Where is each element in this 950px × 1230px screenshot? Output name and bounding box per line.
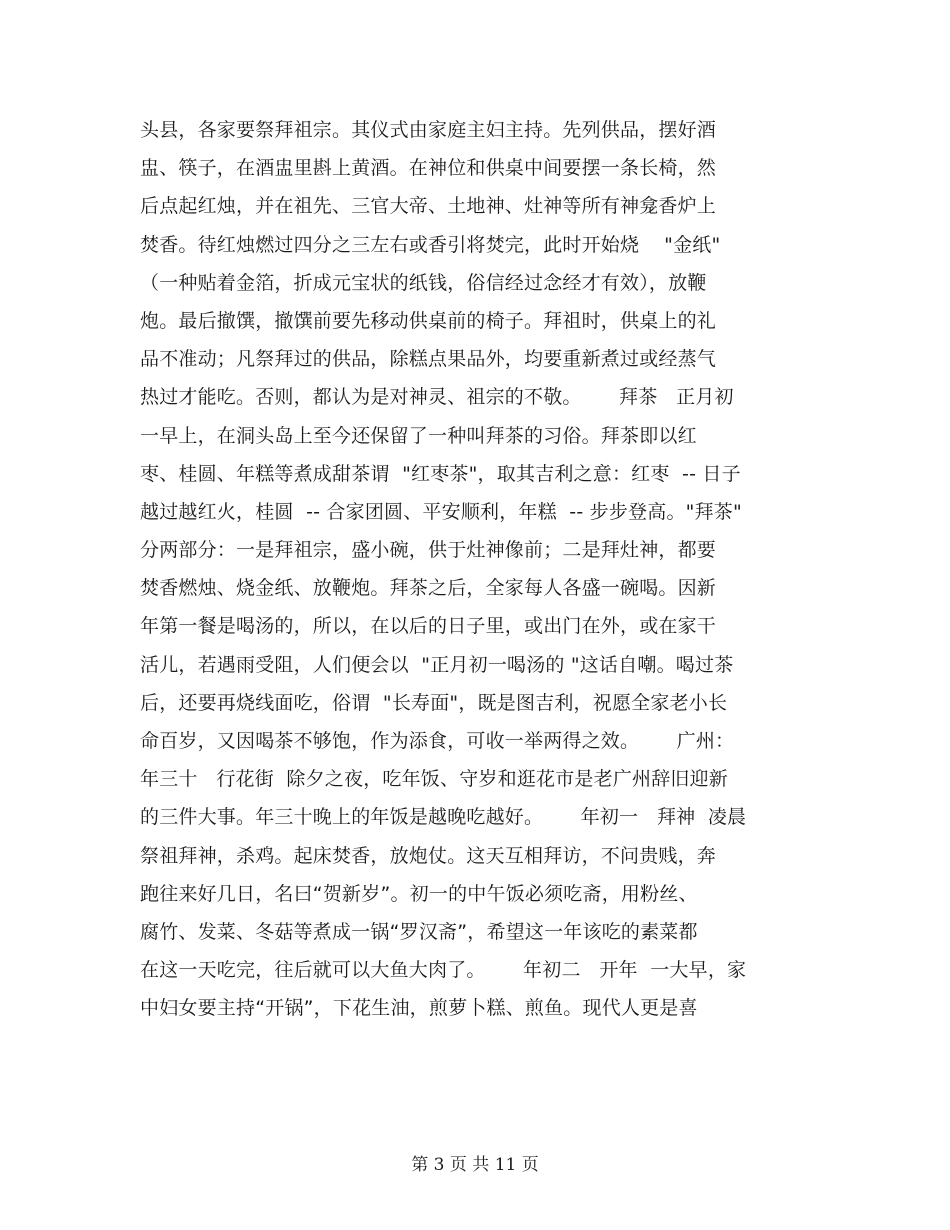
text-line: （一种贴着金箔，折成元宝状的纸钱，俗信经过念经才有效），放鞭 xyxy=(140,271,707,294)
text-line: 一早上，在洞头岛上至今还保留了一种叫拜茶的习俗。拜茶即以红 xyxy=(140,424,697,447)
text-line: 后点起红烛，并在祖先、三官大帝、土地神、灶神等所有神龛香炉上 xyxy=(140,195,717,218)
text-line: 后，还要再烧线面吃，俗谓 "长寿面"，既是图吉利，祝愿全家老小长 xyxy=(140,691,728,714)
text-line: 年三十 行花街 除夕之夜，吃年饭、守岁和逛花市是老广州辞旧迎新 xyxy=(140,768,728,791)
text-line: 活儿，若遇雨受阻，人们便会以 "正月初一喝汤的 "这话自嘲。喝过茶 xyxy=(140,653,734,676)
text-line: 祭祖拜神，杀鸡。起床焚香，放炮仗。这天互相拜访，不问贵贱，奔 xyxy=(140,844,717,867)
text-line: 盅、筷子，在酒盅里斟上黄酒。在神位和供桌中间要摆一条长椅，然 xyxy=(140,157,717,180)
text-line: 腐竹、发菜、冬菇等煮成一锅“罗汉斋”，希望这一年该吃的素菜都 xyxy=(140,920,698,943)
text-line: 中妇女要主持“开锅”，下花生油，煎萝卜糕、煎鱼。现代人更是喜 xyxy=(140,997,698,1020)
text-line: 年第一餐是喝汤的，所以，在以后的日子里，或出门在外，或在家干 xyxy=(140,615,717,638)
text-line: 焚香。待红烛燃过四分之三左右或香引将焚完，此时开始烧 "金纸" xyxy=(140,233,721,256)
text-line: 炮。最后撤馔，撤馔前要先移动供桌前的椅子。拜祖时，供桌上的礼 xyxy=(140,309,717,332)
text-line: 跑往来好几日，名曰“贺新岁”。初一的中午饭必须吃斋，用粉丝、 xyxy=(140,882,698,905)
text-line: 的三件大事。年三十晚上的年饭是越晚吃越好。 年初一 拜神 凌晨 xyxy=(140,806,747,829)
text-line: 命百岁，又因喝茶不够饱，作为添食，可收一举两得之效。 广州： xyxy=(140,730,735,752)
body-text xyxy=(140,111,820,1028)
text-line: 分两部分：一是拜祖宗，盛小碗，供于灶神像前；二是拜灶神，都要 xyxy=(140,539,717,562)
text-line: 枣、桂圆、年糕等煮成甜茶谓 "红枣茶"，取其吉利之意：红枣 -- 日子 xyxy=(140,462,741,485)
text-line: 焚香燃烛、烧金纸、放鞭炮。拜茶之后，全家每人各盛一碗喝。因新 xyxy=(140,577,717,600)
text-line: 热过才能吃。否则，都认为是对神灵、祖宗的不敬。 拜茶 正月初 xyxy=(140,386,734,409)
text-line: 在这一天吃完，往后就可以大鱼大肉了。 年初二 开年 一大早，家 xyxy=(140,959,747,982)
text-line: 头县，各家要祭拜祖宗。其仪式由家庭主妇主持。先列供品，摆好酒 xyxy=(140,119,717,141)
text-line: 越过越红火，桂圆 -- 合家团圆、平安顺利，年糕 -- 步步登高。"拜茶" xyxy=(140,500,742,523)
page-footer: 第 3 页 共 11 页 xyxy=(411,1155,539,1175)
text-line: 品不准动；凡祭拜过的供品，除糕点果品外，均要重新煮过或经蒸气 xyxy=(140,348,717,371)
